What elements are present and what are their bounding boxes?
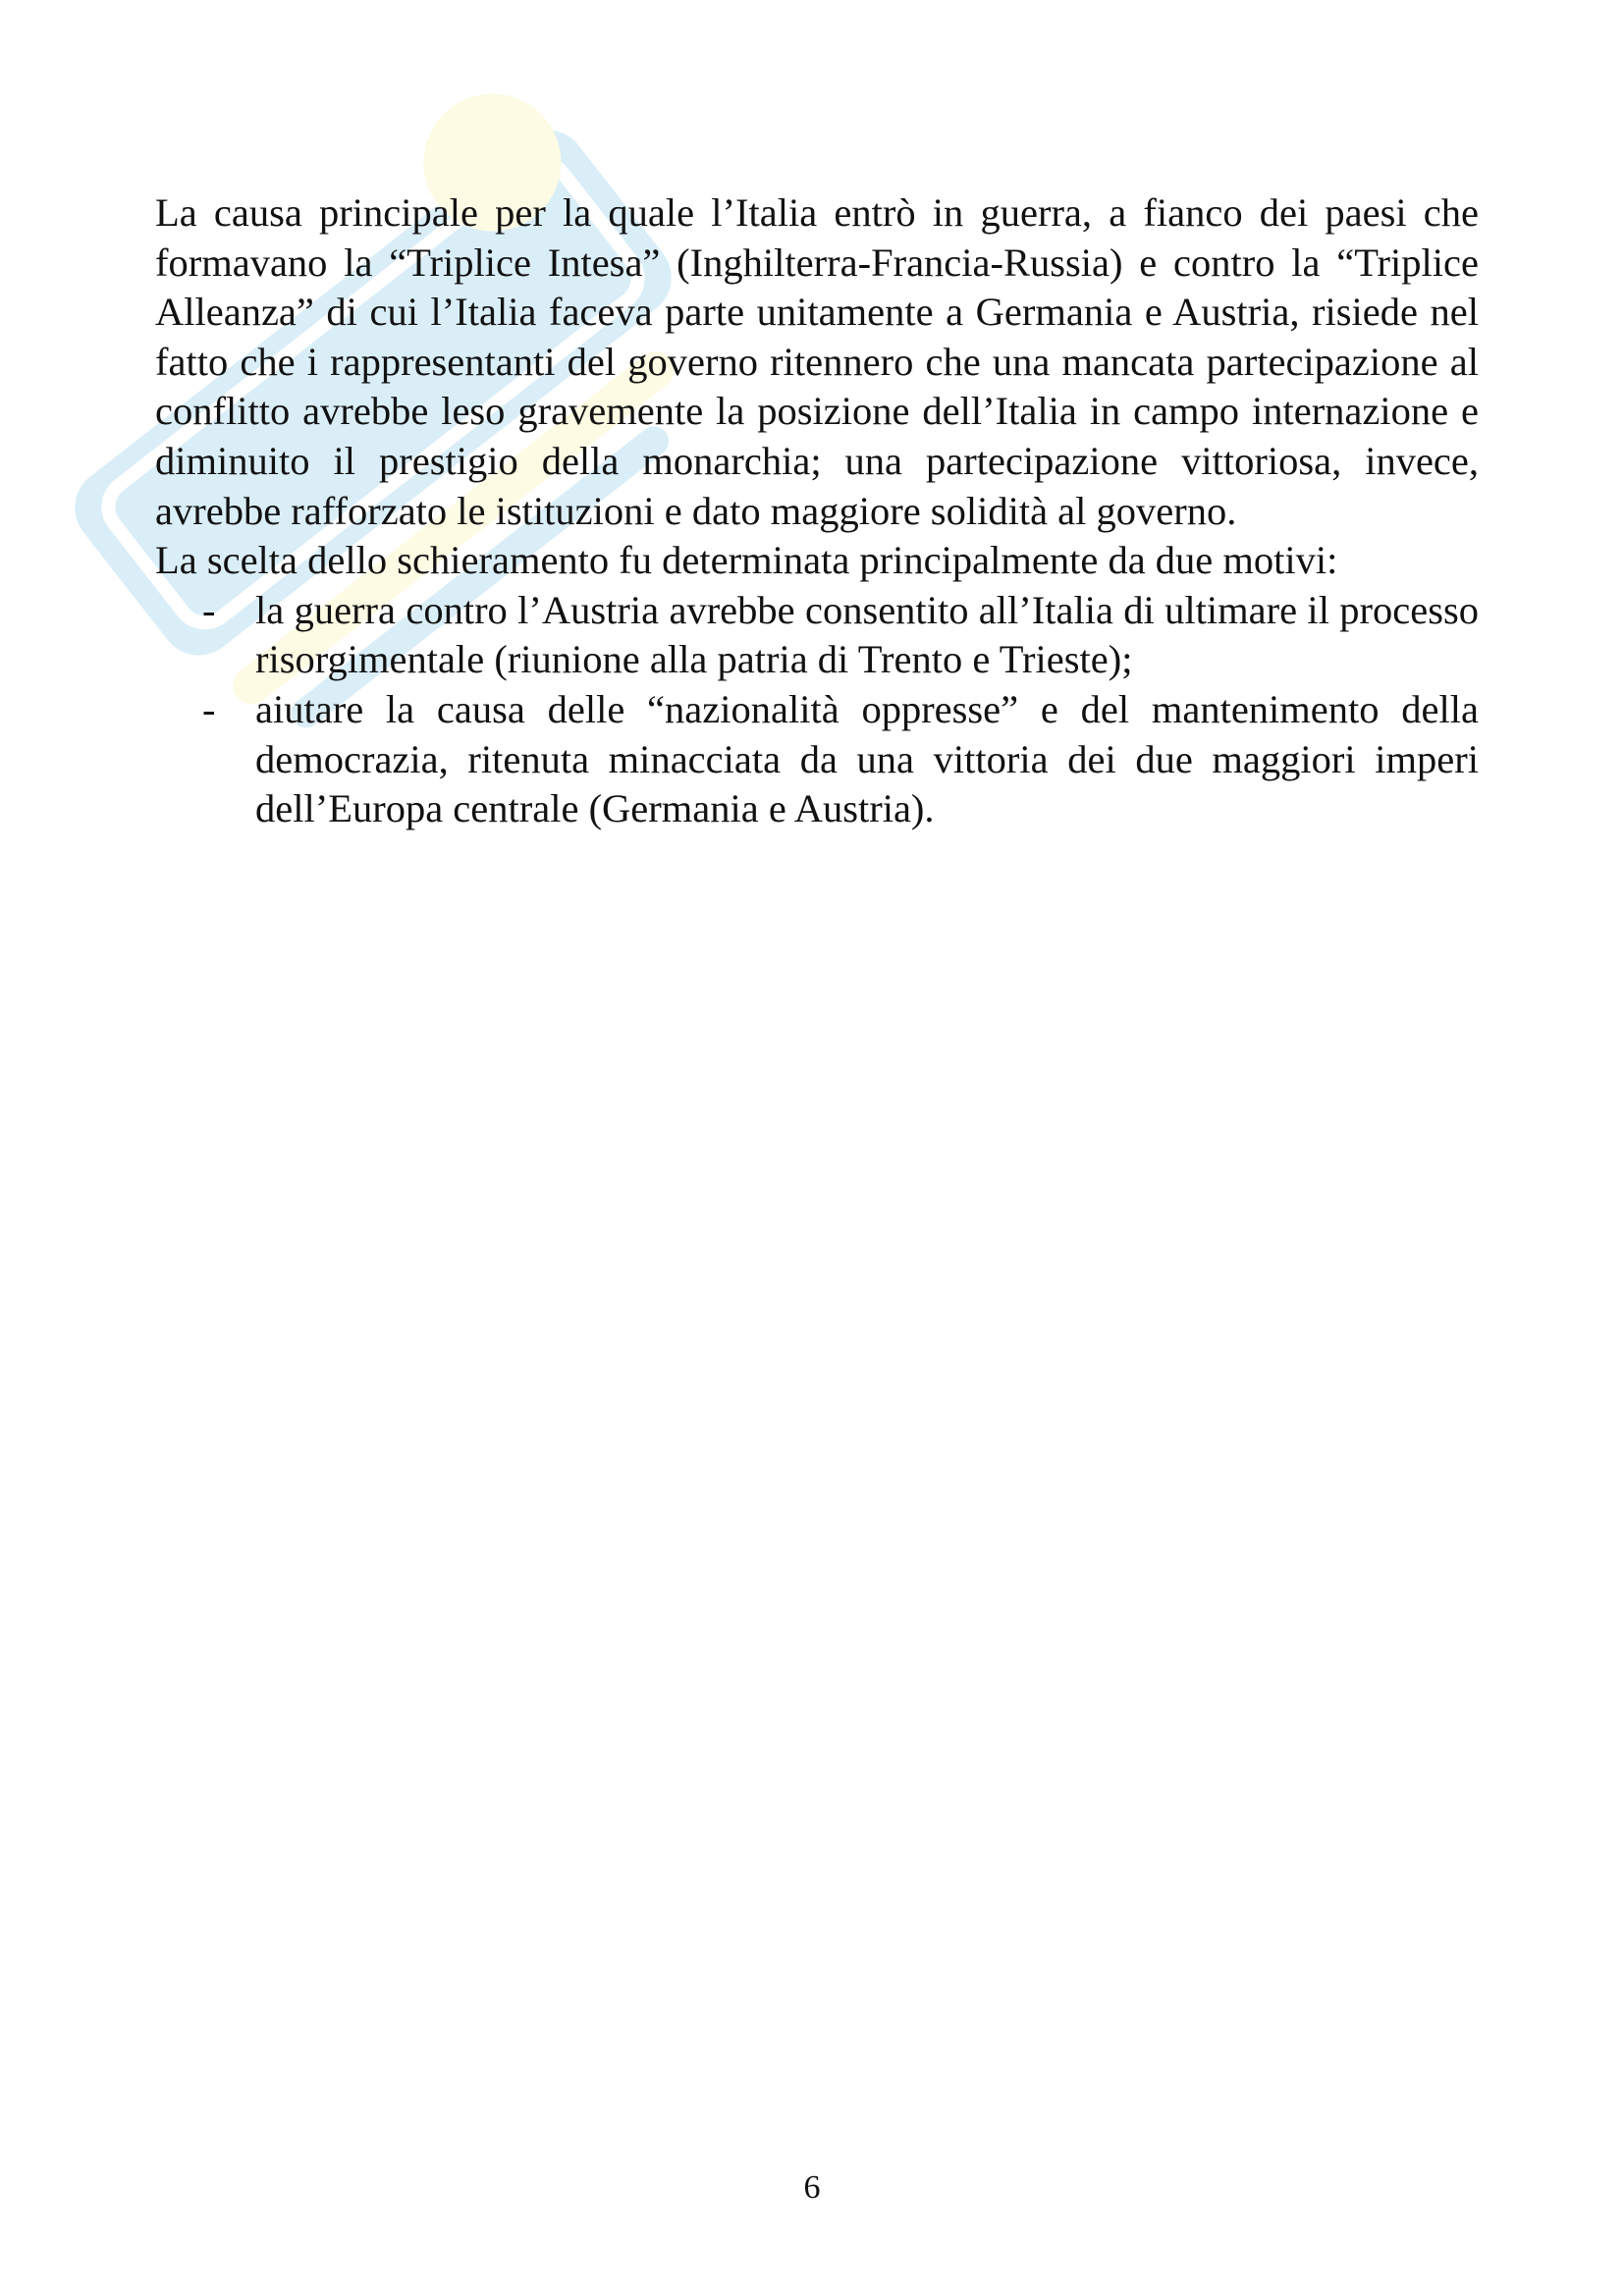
bullet-dash: - xyxy=(202,686,216,731)
paragraph-intro: La causa principale per la quale l’Italia entrò in guerra, a fianco dei paesi che formavano la “Triplice Intesa” (Inghilterra-Francia-Russia) e contro la “Triplice Alleanza” di cui l’Italia faceva parte unitamente a Germania e Austria, risiede nel fatto che i rappresentanti del governo ritennero che una mancata partecipazione al conflitto avrebbe leso gravemente la posizione dell’Italia in campo internazione e diminuito il prestigio della monarchia; una partecipazione vittoriosa, invece, avrebbe rafforzato le istituzioni e dato maggiore solidità al governo. xyxy=(155,190,1479,533)
document-body xyxy=(155,188,1479,834)
motives-list xyxy=(155,586,1479,834)
list-item xyxy=(155,586,1479,685)
list-item-text: aiutare la causa delle “nazionalità oppresse” e del mantenimento della democrazia, ritenuta minacciata da una vittoria dei due maggiori imperi dell’Europa centrale (Germania e Austria). xyxy=(255,686,1479,831)
page-number: 6 xyxy=(803,2169,821,2206)
bullet-dash: - xyxy=(202,587,216,632)
paragraph-motives: La scelta dello schieramento fu determinata principalmente da due motivi: xyxy=(155,538,1338,583)
list-item xyxy=(155,685,1479,834)
list-item-text: la guerra contro l’Austria avrebbe consentito all’Italia di ultimare il processo risorgimentale (riunione alla patria di Trento e Trieste); xyxy=(255,587,1479,682)
